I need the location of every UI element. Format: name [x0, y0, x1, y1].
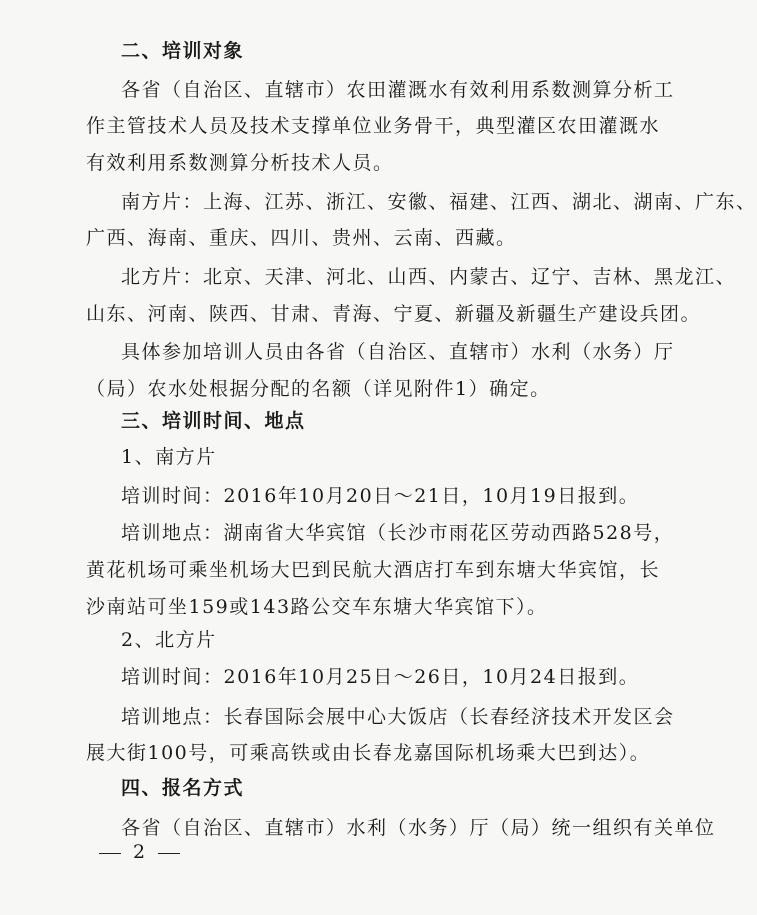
page-number — [99, 838, 180, 866]
south-training-time: 培训时间：2016年10月20日～21日，10月19日报到。 — [121, 485, 640, 507]
south-training-place: 培训地点：湖南省大华宾馆（长沙市雨花区劳动西路528号， — [121, 522, 675, 544]
north-training-time: 培训时间：2016年10月25日～26日，10月24日报到。 — [121, 666, 640, 688]
south-training-place: 黄花机场可乘坐机场大巴到民航大酒店打车到东塘大华宾馆，长 — [86, 559, 661, 581]
south-training-place: 沙南站可坐159或143路公交车东塘大华宾馆下）。 — [86, 596, 548, 618]
north-training-place: 培训地点：长春国际会展中心大饭店（长春经济技术开发区会 — [121, 706, 675, 728]
section-heading-targets: 二、培训对象 — [121, 40, 245, 62]
page-number-value: 2 — [133, 841, 147, 863]
south-region-list: 南方片：上海、江苏、浙江、安徽、福建、江西、湖北、湖南、广东、 — [121, 191, 757, 213]
south-region-list: 广西、海南、重庆、四川、贵州、云南、西藏。 — [86, 227, 517, 249]
paragraph-line: 各省（自治区、直辖市）水利（水务）厅（局）统一组织有关单位 — [121, 817, 716, 839]
section-heading-time-place: 三、培训时间、地点 — [121, 410, 306, 432]
section-heading-registration: 四、报名方式 — [121, 777, 245, 799]
paragraph-line: （局）农水处根据分配的名额（详见附件1）确定。 — [86, 378, 551, 400]
paragraph-line: 有效利用系数测算分析技术人员。 — [86, 152, 394, 174]
dash-right — [158, 853, 180, 854]
subheading-south: 1、南方片 — [121, 446, 217, 468]
paragraph-line: 作主管技术人员及技术支撑单位业务骨干，典型灌区农田灌溉水 — [86, 115, 661, 137]
dash-left — [99, 853, 121, 854]
north-region-list: 北方片：北京、天津、河北、山西、内蒙古、辽宁、吉林、黑龙江、 — [121, 266, 737, 288]
north-training-place: 展大街100号，可乘高铁或由长春龙嘉国际机场乘大巴到达）。 — [86, 742, 651, 764]
paragraph-line: 具体参加培训人员由各省（自治区、直辖市）水利（水务）厅 — [121, 341, 675, 363]
subheading-north: 2、北方片 — [121, 629, 217, 651]
paragraph-line: 各省（自治区、直辖市）农田灌溉水有效利用系数测算分析工 — [121, 79, 675, 101]
north-region-list: 山东、河南、陕西、甘肃、青海、宁夏、新疆及新疆生产建设兵团。 — [86, 303, 702, 325]
